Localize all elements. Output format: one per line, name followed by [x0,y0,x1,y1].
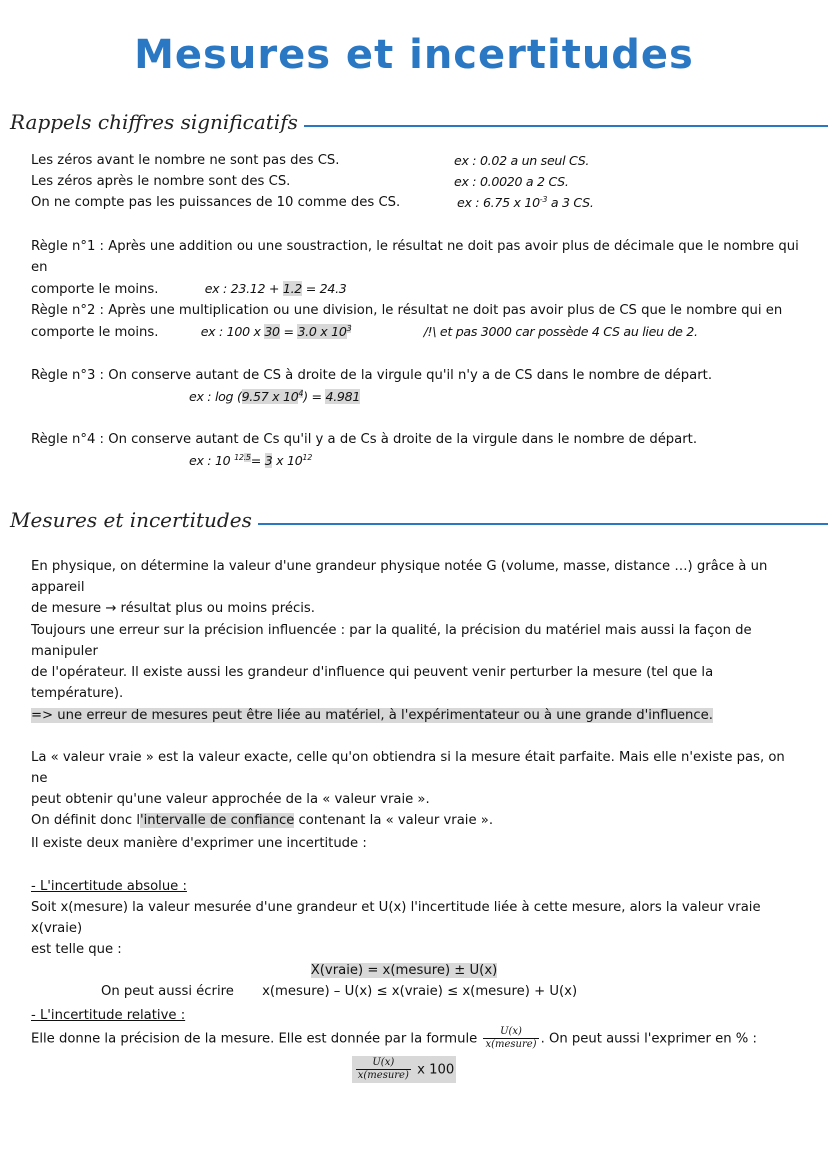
rule-2-line1: Règle n°2 : Après une multiplication ou une division, le résultat ne doit pas avoir plus de CS que le nombre qui en [31,303,783,318]
conclusion-highlight: => une erreur de mesures peut être liée au matériel, à l'expérimentateur ou à une grande d'influence. [31,708,713,723]
paragraph-error [31,620,801,704]
cs-rule-example: ex : 0.0020 a 2 CS. [454,174,569,189]
rule-1 [31,236,801,300]
rule-4-example: ex : 10 $^{12.5}$= 3 x $10^{12}$ [189,452,313,468]
section-heading-label: Rappels chiffres significatifs [10,110,298,134]
section-heading-label: Mesures et incertitudes [10,508,252,532]
paragraph-line: En physique, on détermine la valeur d'une grandeur physique notée G (volume, masse, distance …) grâce à un appareil [31,559,768,595]
cs-rule-example: ex : 6.75 x $10^{-3}$ a 3 CS. [457,194,594,210]
paragraph-line: de mesure → résultat plus ou moins précis. [31,601,315,616]
paragraph-line: température). [31,686,124,701]
relative-formula-line: Elle donne la précision de la mesure. Elle est donnée par la formule $\frac{U(x)}{\text{x(mesure)}}$ . On peut aussi l'exprimer en % : [31,1026,757,1050]
cs-rule-text: On ne compte pas les puissances de 10 comme des CS. [31,195,401,210]
absolute-uncertainty [31,876,801,1002]
paragraph-true-value [31,747,801,831]
paragraph-line: de l'opérateur. Il existe aussi les grandeur d'influence qui peuvent venir perturber la mesure (tel que la [31,665,714,680]
paragraph-line: Toujours une erreur sur la précision influencée : par la qualité, la précision du matériel mais aussi la façon de manipuler [31,623,752,659]
paragraph-line: Soit x(mesure) la valeur mesurée d'une grandeur et U(x) l'incertitude liée à cette mesure, alors la valeur vraie x(vraie) [31,900,761,936]
rule-2-warning-note: /!\ et pas 3000 car possède 4 CS au lieu de 2. [423,324,698,339]
section-divider [304,125,828,127]
rule-3-example: ex : log (9.57 x $10^4) = 4.981$ [189,388,361,404]
page-title: Mesures et incertitudes [134,32,694,78]
paragraph-line: On définit donc l'intervalle de confiance contenant la « valeur vraie ». [31,813,494,828]
rule-2-example: ex : 100 x 30 = 3.0 x $10^3$ [200,323,352,339]
paragraph-line: est telle que : [31,942,122,957]
relative-fraction: $\frac{U(x)}{\text{x(mesure)}}$ [485,1026,537,1050]
absolute-alt-formula: On peut aussi écrire x(mesure) – U(x) ≤ x(vraie) ≤ x(mesure) + U(x) [101,984,578,999]
paragraph-intro [31,556,801,619]
rule-2-line2: comporte le moins. ex : 100 x 30 = 3.0 x $10^3$ /!\ et pas 3000 car possède 4 CS au lieu de 2. [31,323,698,340]
cs-rule-row [31,171,801,192]
cs-rule-example: ex : 0.02 a un seul CS. [454,153,590,168]
paragraph-two-ways: Il existe deux manière d'exprimer une incertitude : [31,836,367,851]
rule-2 [31,300,801,343]
section-heading-significant-figures [10,106,828,134]
section-heading-measures [10,504,828,532]
relative-percent-formula: $\frac{U(x)}{\text{x(mesure)}}$ x 100 [31,1056,801,1083]
rule-4-line1: Règle n°4 : On conserve autant de Cs qu'il y a de Cs à droite de la virgule dans le nombre de départ. [31,432,698,447]
percent-fraction: $\frac{U(x)}{\text{x(mesure)}}$ [357,1057,409,1081]
rule-3-line1: Règle n°3 : On conserve autant de CS à droite de la virgule qu'il n'y a de CS dans le nombre de départ. [31,368,713,383]
cs-rule-text: Les zéros avant le nombre ne sont pas des CS. [31,153,340,168]
paragraph-line: peut obtenir qu'une valeur approchée de la « valeur vraie ». [31,792,430,807]
rule-4 [31,429,801,472]
conclusion-line [31,705,801,726]
relative-uncertainty-heading: - L'incertitude relative : [31,1008,186,1023]
absolute-uncertainty-heading: - L'incertitude absolue : [31,879,187,894]
rule-1-line1: Règle n°1 : Après une addition ou une soustraction, le résultat ne doit pas avoir plus de décimale que le nombre qui en [31,239,799,275]
rule-1-example: ex : 23.12 + 1.2 = 24.3 [204,281,347,296]
cs-rules-list [31,150,801,213]
cs-rule-row [31,192,801,213]
paragraph-line: La « valeur vraie » est la valeur exacte, celle qu'on obtiendra si la mesure était parfaite. Mais elle n'existe pas, on ne [31,750,785,786]
rule-1-line2: comporte le moins. ex : 23.12 + 1.2 = 24.3 [31,281,347,297]
section-divider [258,523,828,525]
rule-3 [31,365,801,408]
absolute-formula: X(vraie) = x(mesure) ± U(x) [310,963,498,978]
cs-rule-text: Les zéros après le nombre sont des CS. [31,174,291,189]
cs-rule-row [31,150,801,171]
relative-uncertainty [31,1005,801,1083]
